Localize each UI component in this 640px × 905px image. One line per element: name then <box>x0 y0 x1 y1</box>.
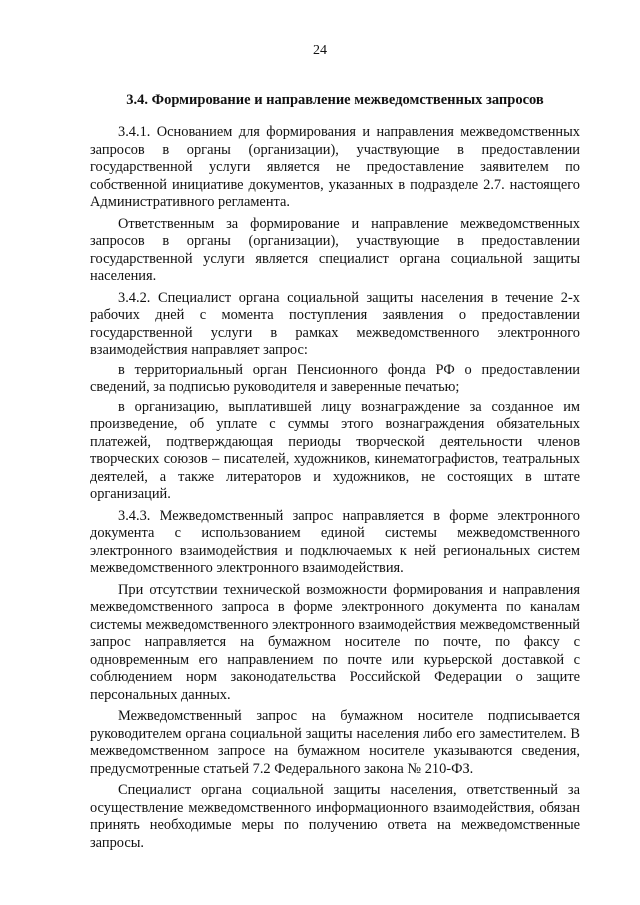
paragraph-paper-signature: Межведомственный запрос на бумажном носителе подписывается руководителем органа социальной защиты населения либо его заместителем. В межведомственном запросе на бумажном носителе указываются сведения, предусмотренные статьей 7.2 Федерального закона № 210-ФЗ. <box>90 708 580 777</box>
document-body <box>90 124 580 856</box>
paragraph-3-4-1: 3.4.1. Основанием для формирования и направления межведомственных запросов в органы (организации), участвующие в предоставлении государственной услуги является не предоставление заявителем по собственной инициативе документов, указанных в подразделе 2.7. настоящего Административного регламента. <box>90 124 580 210</box>
paragraph-responsible: Ответственным за формирование и направление межведомственных запросов в органы (организации), участвующие в предоставлении государственной услуги является специалист органа социальной защиты населения. <box>90 215 580 284</box>
paragraph-paper-request: При отсутствии технической возможности формирования и направления межведомственного запроса в форме электронного документа по каналам системы межведомственного электронного взаимодействия межведомственный запрос направляется на бумажном носителе по почте, по факсу с одновременным его направлением по почте или курьерской доставкой с соблюдением норм законодательства Российской Федерации о защите персональных данных. <box>90 581 580 703</box>
paragraph-3-4-2: 3.4.2. Специалист органа социальной защиты населения в течение 2-х рабочих дней с момента поступления заявления о предоставлении государственной услуги в рамках межведомственного электронного взаимодействия направляет запрос: <box>90 289 580 358</box>
paragraph-specialist-duty: Специалист органа социальной защиты населения, ответственный за осуществление межведомственного информационного взаимодействия, обязан принять необходимые меры по получению ответа на межведомственные запросы. <box>90 782 580 851</box>
paragraph-pension-fund-request: в территориальный орган Пенсионного фонда РФ о предоставлении сведений, за подписью руководителя и заверенные печатью; <box>90 361 580 395</box>
page-number: 24 <box>313 43 327 58</box>
paragraph-3-4-3: 3.4.3. Межведомственный запрос направляется в форме электронного документа с использованием единой системы межведомственного электронного взаимодействия и подключаемых к ней региональных систем межведомственного электронного взаимодействия. <box>90 507 580 576</box>
paragraph-organization-request: в организацию, выплатившей лицу вознаграждение за созданное им произведение, об уплате с суммы этого вознаграждения обязательных платежей, подтверждающая периоды творческой деятельности членов творческих союзов – писателей, художников, кинематографистов, театральных деятелей, а также литераторов и художников, не состоящих в штате организаций. <box>90 398 580 502</box>
section-title: 3.4. Формирование и направление межведомственных запросов <box>126 92 544 108</box>
